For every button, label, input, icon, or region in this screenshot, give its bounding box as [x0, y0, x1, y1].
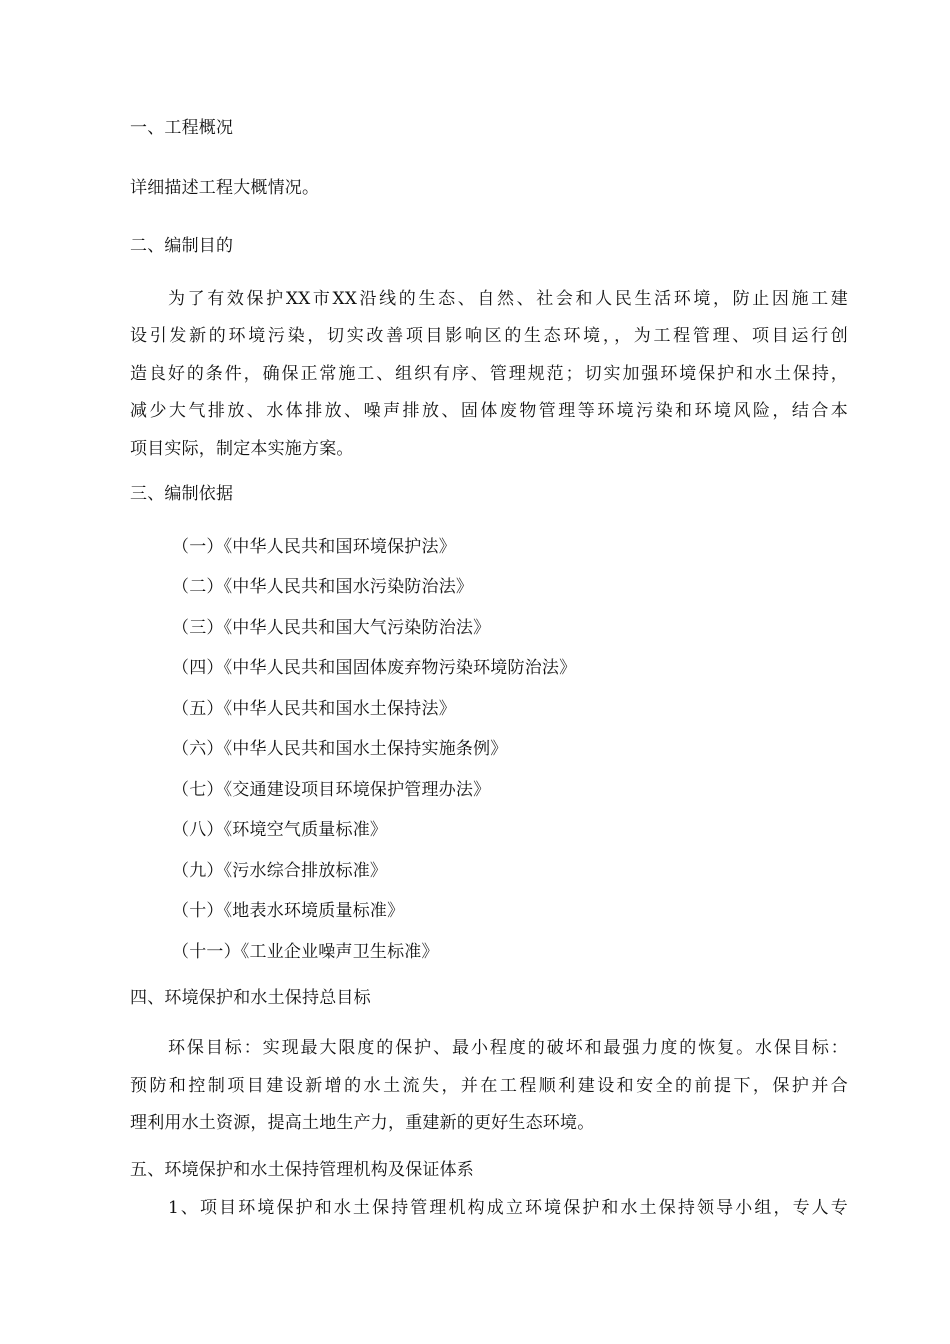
basis-item-5: （五）《中华人民共和国水土保持法》: [172, 699, 456, 719]
basis-item-6: （六）《中华人民共和国水土保持实施条例》: [172, 739, 508, 759]
section-2-para-line-3: 造良好的条件，确保正常施工、组织有序、管理规范；切实加强环境保护和水土保持，: [130, 364, 848, 384]
basis-item-1: （一）《中华人民共和国环境保护法》: [172, 537, 456, 557]
basis-item-2: （二）《中华人民共和国水污染防治法》: [172, 577, 474, 597]
section-4-para-line-3: 理利用水土资源，提高土地生产力，重建新的更好生态环境。: [130, 1113, 595, 1133]
basis-item-7: （七）《交通建设项目环境保护管理办法》: [172, 780, 491, 800]
section-4-heading: 四、环境保护和水土保持总目标: [130, 988, 371, 1008]
section-2-para-line-4: 减少大气排放、水体排放、噪声排放、固体废物管理等环境污染和环境风险，结合本: [130, 401, 848, 421]
basis-item-3: （三）《中华人民共和国大气污染防治法》: [172, 618, 491, 638]
section-4-para-line-2: 预防和控制项目建设新增的水土流失，并在工程顺利建设和安全的前提下，保护并合: [130, 1076, 848, 1096]
section-2-para-line-2: 设引发新的环境污染，切实改善项目影响区的生态环境，，为工程管理、项目运行创: [130, 326, 848, 346]
section-2-heading: 二、编制目的: [130, 236, 234, 256]
basis-item-10: （十）《地表水环境质量标准》: [172, 901, 405, 921]
section-5-para-line-1: 1、项目环境保护和水土保持管理机构成立环境保护和水土保持领导小组，专人专: [168, 1198, 848, 1218]
basis-item-8: （八）《环境空气质量标准》: [172, 820, 388, 840]
basis-item-4: （四）《中华人民共和国固体废弃物污染环境防治法》: [172, 658, 577, 678]
section-1-heading: 一、工程概况: [130, 118, 234, 138]
section-5-heading: 五、环境保护和水土保持管理机构及保证体系: [130, 1160, 474, 1180]
section-3-heading: 三、编制依据: [130, 484, 234, 504]
basis-item-9: （九）《污水综合排放标准》: [172, 861, 388, 881]
basis-item-11: （十一）《工业企业噪声卫生标准》: [172, 942, 439, 962]
section-1-body: 详细描述工程大概情况。: [130, 178, 320, 198]
section-2-para-line-5: 项目实际，制定本实施方案。: [130, 439, 354, 459]
section-4-para-line-1: 环保目标：实现最大限度的保护、最小程度的破坏和最强力度的恢复。水保目标：: [168, 1038, 848, 1058]
section-2-para-line-1: 为了有效保护XX市XX沿线的生态、自然、社会和人民生活环境，防止因施工建: [168, 289, 848, 309]
